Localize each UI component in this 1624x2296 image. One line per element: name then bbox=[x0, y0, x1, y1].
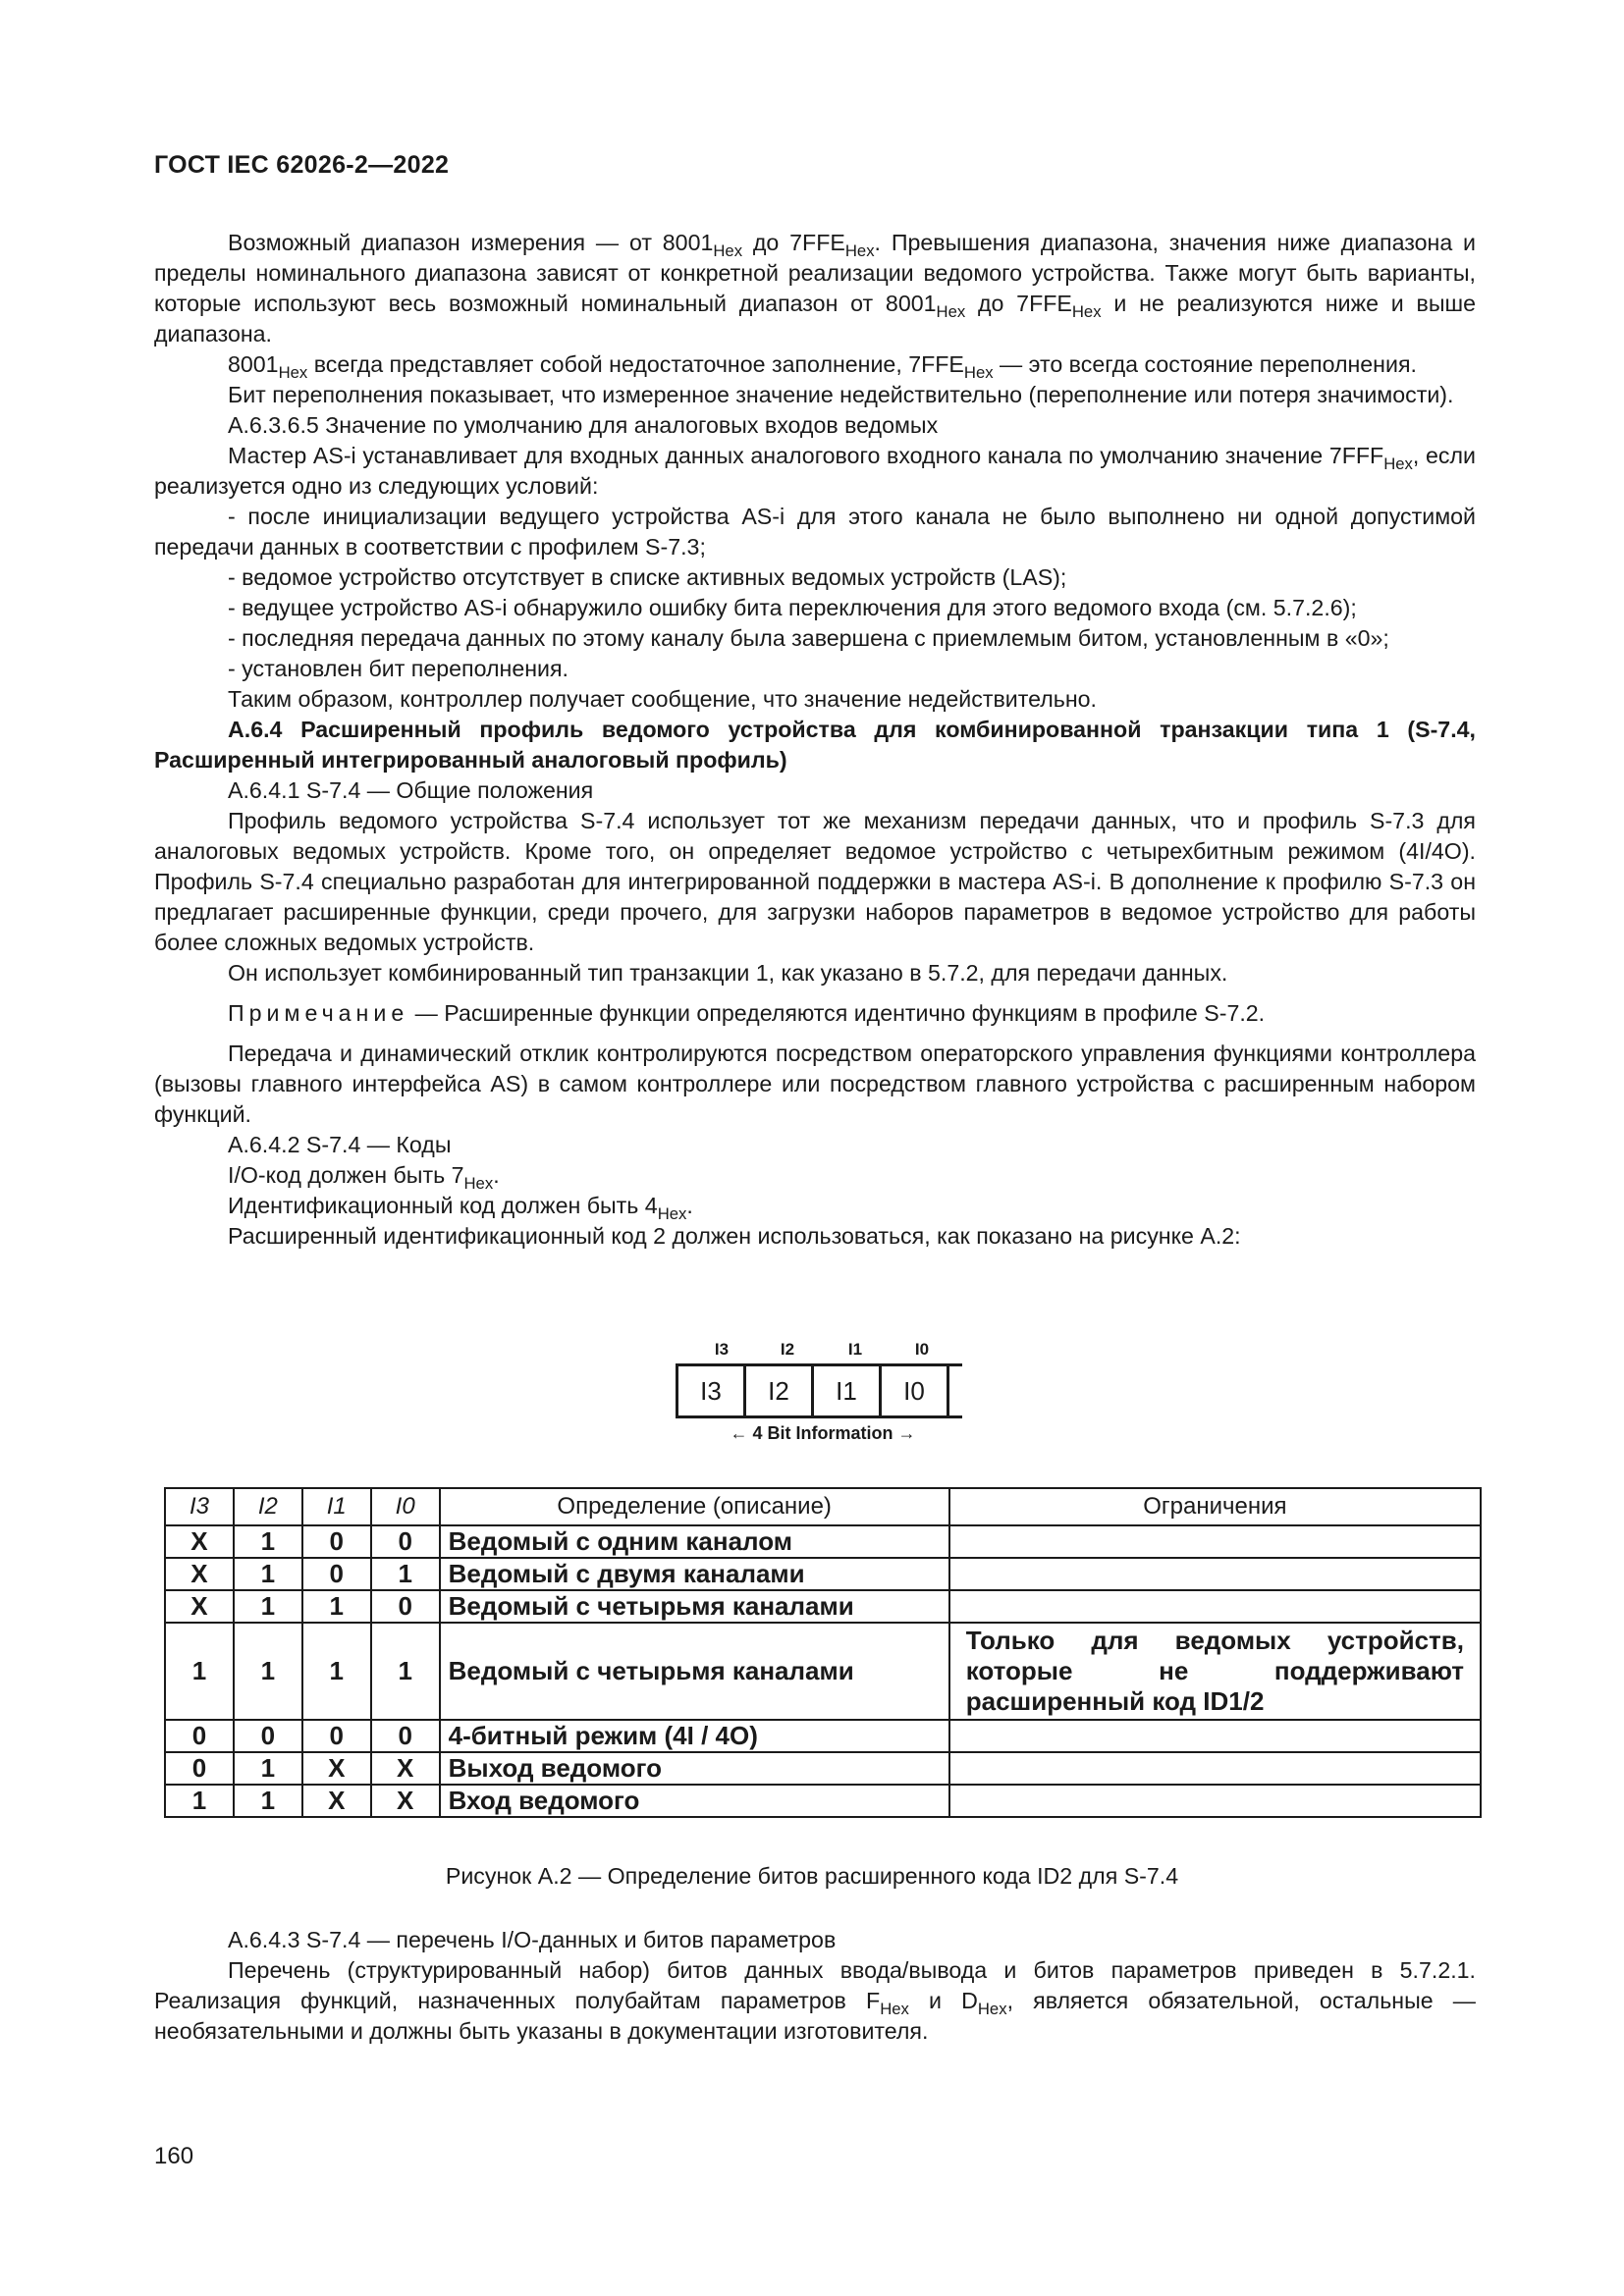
table-row bbox=[165, 1590, 1481, 1623]
list-item: - ведомое устройство отсутствует в списке активных ведомых устройств (LAS); bbox=[228, 564, 1067, 590]
section-heading: А.6.3.6.5 Значение по умолчанию для аналоговых входов ведомых bbox=[228, 412, 939, 438]
table-cell: X bbox=[302, 1752, 371, 1785]
table-cell bbox=[949, 1752, 1481, 1785]
table-cell: 0 bbox=[371, 1590, 440, 1623]
table-header: I1 bbox=[302, 1488, 371, 1525]
table-cell: X bbox=[371, 1785, 440, 1817]
table-cell: 0 bbox=[371, 1525, 440, 1558]
table-cell: 0 bbox=[371, 1720, 440, 1752]
table-cell bbox=[949, 1525, 1481, 1558]
table-cell bbox=[949, 1558, 1481, 1590]
bit-diagram bbox=[676, 1340, 970, 1448]
table-row bbox=[165, 1720, 1481, 1752]
bit-register bbox=[676, 1363, 962, 1418]
table-header: Определение (описание) bbox=[440, 1488, 949, 1525]
table-cell: 0 bbox=[165, 1720, 234, 1752]
id2-bits-table bbox=[164, 1487, 1482, 1818]
bit-cell: I2 bbox=[768, 1376, 789, 1406]
table-cell: Только для ведомых устройств, которые не поддерживают расширенный код ID1/2 bbox=[949, 1623, 1481, 1720]
section-heading: А.6.4.1 S-7.4 — Общие положения bbox=[228, 777, 594, 803]
bit-cell: I3 bbox=[700, 1376, 722, 1406]
table-cell: Ведомый с четырьмя каналами bbox=[440, 1590, 949, 1623]
list-item: - после инициализации ведущего устройства AS-i для этого канала не было выполнено ни одной допустимой передачи данных в соответствии с профилем S-7.3; bbox=[154, 504, 1476, 560]
table-cell: 4-битный режим (4I / 4O) bbox=[440, 1720, 949, 1752]
table-cell: 1 bbox=[371, 1558, 440, 1590]
table-cell: X bbox=[165, 1590, 234, 1623]
table-cell: 1 bbox=[302, 1590, 371, 1623]
bit-label: I3 bbox=[714, 1340, 730, 1359]
table-cell: Выход ведомого bbox=[440, 1752, 949, 1785]
table-cell: 1 bbox=[234, 1785, 302, 1817]
table-cell: 1 bbox=[234, 1752, 302, 1785]
table-cell: 1 bbox=[234, 1558, 302, 1590]
table-row bbox=[165, 1558, 1481, 1590]
table-cell: 1 bbox=[302, 1623, 371, 1720]
table-row bbox=[165, 1752, 1481, 1785]
paragraph: $8001_{Hex}$ всегда представляет собой недостаточное заполнение, $7FFE_{Hex}$ — это всегда состояние переполнения. bbox=[228, 351, 1417, 382]
table-cell: 1 bbox=[234, 1623, 302, 1720]
table-cell: Вход ведомого bbox=[440, 1785, 949, 1817]
bit-label: I1 bbox=[847, 1340, 863, 1359]
table-cell: Ведомый с двумя каналами bbox=[440, 1558, 949, 1590]
paragraph: Расширенный идентификационный код 2 должен использоваться, как показано на рисунке А.2: bbox=[228, 1223, 1241, 1249]
table-cell bbox=[949, 1785, 1481, 1817]
list-item: - установлен бит переполнения. bbox=[228, 656, 568, 681]
paragraph: Передача и динамический отклик контролируются посредством операторского управления функциями контроллера (вызовы главного интерфейса AS) в самом контроллере или посредством главного устройства с расширенным набором функций. bbox=[154, 1041, 1476, 1127]
table-header-row bbox=[165, 1488, 1481, 1525]
section-heading: А.6.4.2 S-7.4 — Коды bbox=[228, 1132, 452, 1157]
table-cell: 0 bbox=[234, 1720, 302, 1752]
section-heading: А.6.4 Расширенный профиль ведомого устройства для комбинированной транзакции типа 1 (S-7.4, Расширенный интегрированный аналоговый профиль) bbox=[154, 717, 1476, 773]
table-header: I0 bbox=[371, 1488, 440, 1525]
body-text-after-figure bbox=[154, 1925, 1476, 2047]
table-row bbox=[165, 1525, 1481, 1558]
table-cell: 1 bbox=[165, 1785, 234, 1817]
paragraph: Возможный диапазон измерения — от $8001_{Hex}$ до $7FFE_{Hex}$. Превышения диапазона, значения ниже диапазона и пределы номинального диапазона зависят от конкретной реализации ведомого устройства. Также могут быть варианты, которые используют весь возможный номинальный диапазон от $8001_{Hex}$ до $7FFE_{Hex}$ и не реализуются ниже и выше диапазона. bbox=[154, 230, 1476, 347]
paragraph: Таким образом, контроллер получает сообщение, что значение недействительно. bbox=[228, 686, 1097, 712]
document-header: ГОСТ IEC 62026-2—2022 bbox=[154, 151, 450, 179]
body-text bbox=[154, 228, 1476, 1252]
paragraph: Профиль ведомого устройства S-7.4 использует тот же механизм передачи данных, что и профиль S-7.3 для аналоговых ведомых устройств. Кроме того, он определяет ведомое устройство с четырехбитным режимом (4I/4O). Профиль S-7.4 специально разработан для интегрированной поддержки в мастера AS-i. В дополнение к профилю S-7.3 он предлагает расширенные функции, среди прочего, для загрузки наборов параметров в ведомое устройство для работы более сложных ведомых устройств. bbox=[154, 808, 1476, 955]
table-cell: X bbox=[165, 1558, 234, 1590]
figure-caption: Рисунок А.2 — Определение битов расширенного кода ID2 для S-7.4 bbox=[445, 1863, 1179, 1889]
table-cell: 1 bbox=[165, 1623, 234, 1720]
paragraph: Идентификационный код должен быть $4_{Hex}$. bbox=[228, 1193, 693, 1223]
table-cell: Ведомый с четырьмя каналами bbox=[440, 1623, 949, 1720]
paragraph: Он использует комбинированный тип транзакции 1, как указано в 5.7.2, для передачи данных. bbox=[228, 960, 1228, 986]
table-cell: X bbox=[302, 1785, 371, 1817]
paragraph: Перечень (структурированный набор) битов данных ввода/вывода и битов параметров приведен в 5.7.2.1. Реализация функций, назначенных полубайтам параметров $F_{Hex}$ и $D_{Hex}$, является обязательной, остальные — необязательными и должны быть указаны в документации изготовителя. bbox=[154, 1957, 1476, 2044]
bit-cell: I0 bbox=[903, 1376, 925, 1406]
table-cell: 0 bbox=[302, 1525, 371, 1558]
table-header: I3 bbox=[165, 1488, 234, 1525]
bit-diagram-caption: ← 4 Bit Information → bbox=[730, 1423, 916, 1443]
paragraph: Бит переполнения показывает, что измеренное значение недействительно (переполнение или потеря значимости). bbox=[228, 382, 1454, 407]
table-cell: 1 bbox=[371, 1623, 440, 1720]
table-cell: X bbox=[371, 1752, 440, 1785]
table-cell: X bbox=[165, 1525, 234, 1558]
table-cell bbox=[949, 1590, 1481, 1623]
section-heading: А.6.4.3 S-7.4 — перечень I/O-данных и битов параметров bbox=[228, 1927, 837, 1952]
table-header: I2 bbox=[234, 1488, 302, 1525]
page-number: 160 bbox=[154, 2143, 194, 2169]
table-cell: 0 bbox=[302, 1720, 371, 1752]
table-row bbox=[165, 1785, 1481, 1817]
table-cell: 1 bbox=[234, 1525, 302, 1558]
paragraph: Мастер AS-i устанавливает для входных данных аналогового входного канала по умолчанию значение $7FFF_{Hex}$, если реализуется одно из следующих условий: bbox=[154, 443, 1476, 499]
list-item: - последняя передача данных по этому каналу была завершена с приемлемым битом, установленным в «0»; bbox=[228, 625, 1389, 651]
note: Примечание — Расширенные функции определяются идентично функциям в профиле S-7.2. bbox=[228, 1000, 1266, 1026]
table-cell: Ведомый с одним каналом bbox=[440, 1525, 949, 1558]
table-cell: 0 bbox=[302, 1558, 371, 1590]
bit-cell: I1 bbox=[836, 1376, 857, 1406]
bit-label: I2 bbox=[780, 1340, 795, 1359]
bit-label: I0 bbox=[914, 1340, 930, 1359]
table-cell: 1 bbox=[234, 1590, 302, 1623]
table-row bbox=[165, 1623, 1481, 1720]
table-cell bbox=[949, 1720, 1481, 1752]
paragraph: I/O-код должен быть $7_{Hex}$. bbox=[228, 1162, 500, 1193]
list-item: - ведущее устройство AS-i обнаружило ошибку бита переключения для этого ведомого входа (см. 5.7.2.6); bbox=[228, 595, 1357, 620]
table-header: Ограничения bbox=[949, 1488, 1481, 1525]
table-cell: 0 bbox=[165, 1752, 234, 1785]
